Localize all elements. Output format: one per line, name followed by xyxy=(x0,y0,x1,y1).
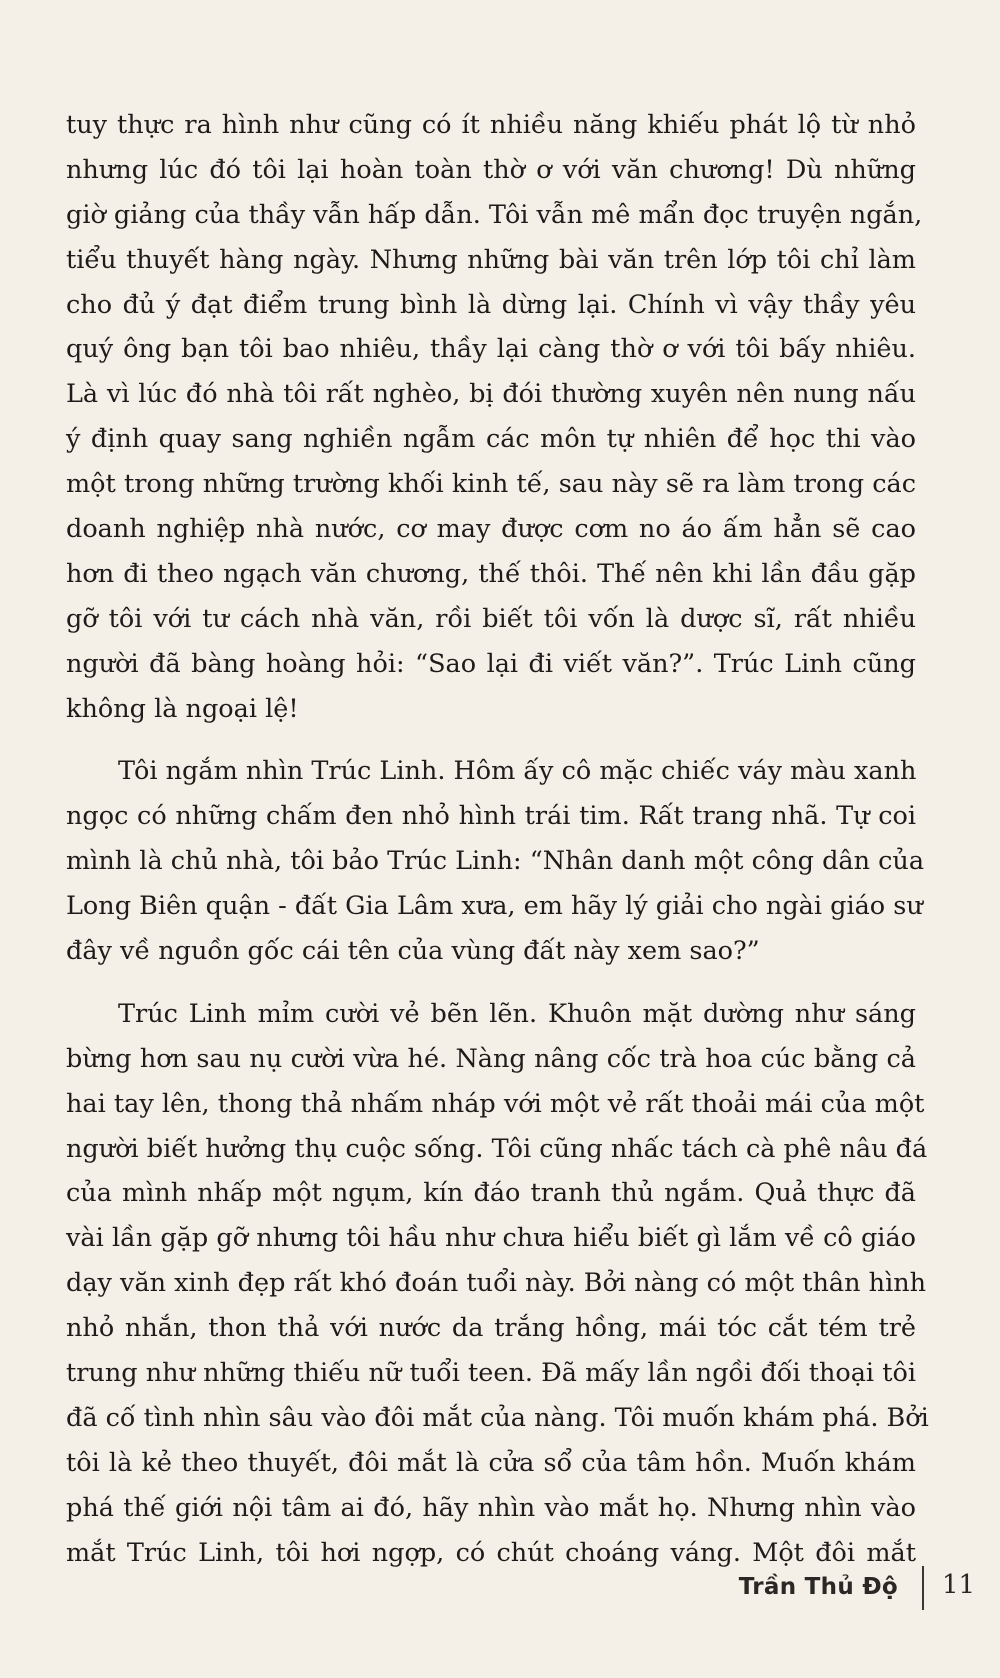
footer-divider xyxy=(922,1566,924,1610)
text-line: hai tay lên, thong thả nhấm nháp với một vẻ rất thoải mái của một xyxy=(66,1088,925,1119)
text-line: tôi là kẻ theo thuyết, đôi mắt là cửa sổ của tâm hồn. Muốn khám xyxy=(66,1447,916,1478)
running-footer-author: Trần Thủ Độ xyxy=(738,1574,898,1600)
body-text xyxy=(66,103,929,1576)
text-line: bừng hơn sau nụ cười vừa hé. Nàng nâng cốc trà hoa cúc bằng cả xyxy=(66,1043,916,1074)
text-line: hơn đi theo ngạch văn chương, thế thôi. Thế nên khi lần đầu gặp xyxy=(66,558,916,589)
text-line: gỡ tôi với tư cách nhà văn, rồi biết tôi vốn là dược sĩ, rất nhiều xyxy=(66,603,916,634)
text-line: đây về nguồn gốc cái tên của vùng đất này xem sao?” xyxy=(66,936,760,967)
text-line: ngọc có những chấm đen nhỏ hình trái tim. Rất trang nhã. Tự coi xyxy=(66,801,916,832)
text-line: không là ngoại lệ! xyxy=(66,693,299,724)
text-line: giờ giảng của thầy vẫn hấp dẫn. Tôi vẫn mê mẩn đọc truyện ngắn, xyxy=(66,199,923,230)
paragraph-2 xyxy=(66,749,925,973)
text-line: ý định quay sang nghiền ngẫm các môn tự nhiên để học thi vào xyxy=(66,424,916,455)
text-line: nhỏ nhắn, thon thả với nước da trắng hồng, mái tóc cắt tém trẻ xyxy=(66,1313,916,1344)
text-line: mắt Trúc Linh, tôi hơi ngợp, có chút choáng váng. Một đôi mắt xyxy=(66,1537,916,1568)
text-line: trung như những thiếu nữ tuổi teen. Đã mấy lần ngồi đối thoại tôi xyxy=(66,1358,916,1389)
text-line: đã cố tình nhìn sâu vào đôi mắt của nàng. Tôi muốn khám phá. Bởi xyxy=(66,1402,929,1433)
text-line: Trúc Linh mỉm cười vẻ bẽn lẽn. Khuôn mặt dường như sáng xyxy=(118,998,916,1029)
text-line: vài lần gặp gỡ nhưng tôi hầu như chưa hiểu biết gì lắm về cô giáo xyxy=(66,1223,916,1254)
page-number: 11 xyxy=(942,1570,976,1600)
text-line: quý ông bạn tôi bao nhiêu, thầy lại càng thờ ơ với tôi bấy nhiêu. xyxy=(66,334,916,365)
text-line: Long Biên quận - đất Gia Lâm xưa, em hãy lý giải cho ngài giáo sư xyxy=(66,891,923,922)
paragraph-1 xyxy=(66,103,923,731)
text-line: người biết hưởng thụ cuộc sống. Tôi cũng nhấc tách cà phê nâu đá xyxy=(66,1133,928,1164)
paragraph-3 xyxy=(66,992,929,1576)
text-line: của mình nhấp một ngụm, kín đáo tranh thủ ngắm. Quả thực đã xyxy=(66,1178,916,1209)
text-line: người đã bàng hoàng hỏi: “Sao lại đi viết văn?”. Trúc Linh cũng xyxy=(66,648,916,679)
text-line: Tôi ngắm nhìn Trúc Linh. Hôm ấy cô mặc chiếc váy màu xanh xyxy=(118,756,917,787)
text-line: tiểu thuyết hàng ngày. Nhưng những bài văn trên lớp tôi chỉ làm xyxy=(66,244,916,275)
text-line: doanh nghiệp nhà nước, cơ may được cơm no áo ấm hẳn sẽ cao xyxy=(66,514,916,545)
text-line: dạy văn xinh đẹp rất khó đoán tuổi này. Bởi nàng có một thân hình xyxy=(66,1268,927,1299)
text-line: nhưng lúc đó tôi lại hoàn toàn thờ ơ với văn chương! Dù những xyxy=(66,154,916,185)
page-footer xyxy=(0,1566,1000,1616)
text-line: tuy thực ra hình như cũng có ít nhiều năng khiếu phát lộ từ nhỏ xyxy=(66,110,916,140)
text-line: một trong những trường khối kinh tế, sau này sẽ ra làm trong các xyxy=(66,469,916,500)
text-line: mình là chủ nhà, tôi bảo Trúc Linh: “Nhân danh một công dân của xyxy=(66,846,925,877)
text-line: Là vì lúc đó nhà tôi rất nghèo, bị đói thường xuyên nên nung nấu xyxy=(66,379,916,410)
text-line: phá thế giới nội tâm ai đó, hãy nhìn vào mắt họ. Nhưng nhìn vào xyxy=(66,1492,916,1523)
text-line: cho đủ ý đạt điểm trung bình là dừng lại. Chính vì vậy thầy yêu xyxy=(66,289,916,320)
